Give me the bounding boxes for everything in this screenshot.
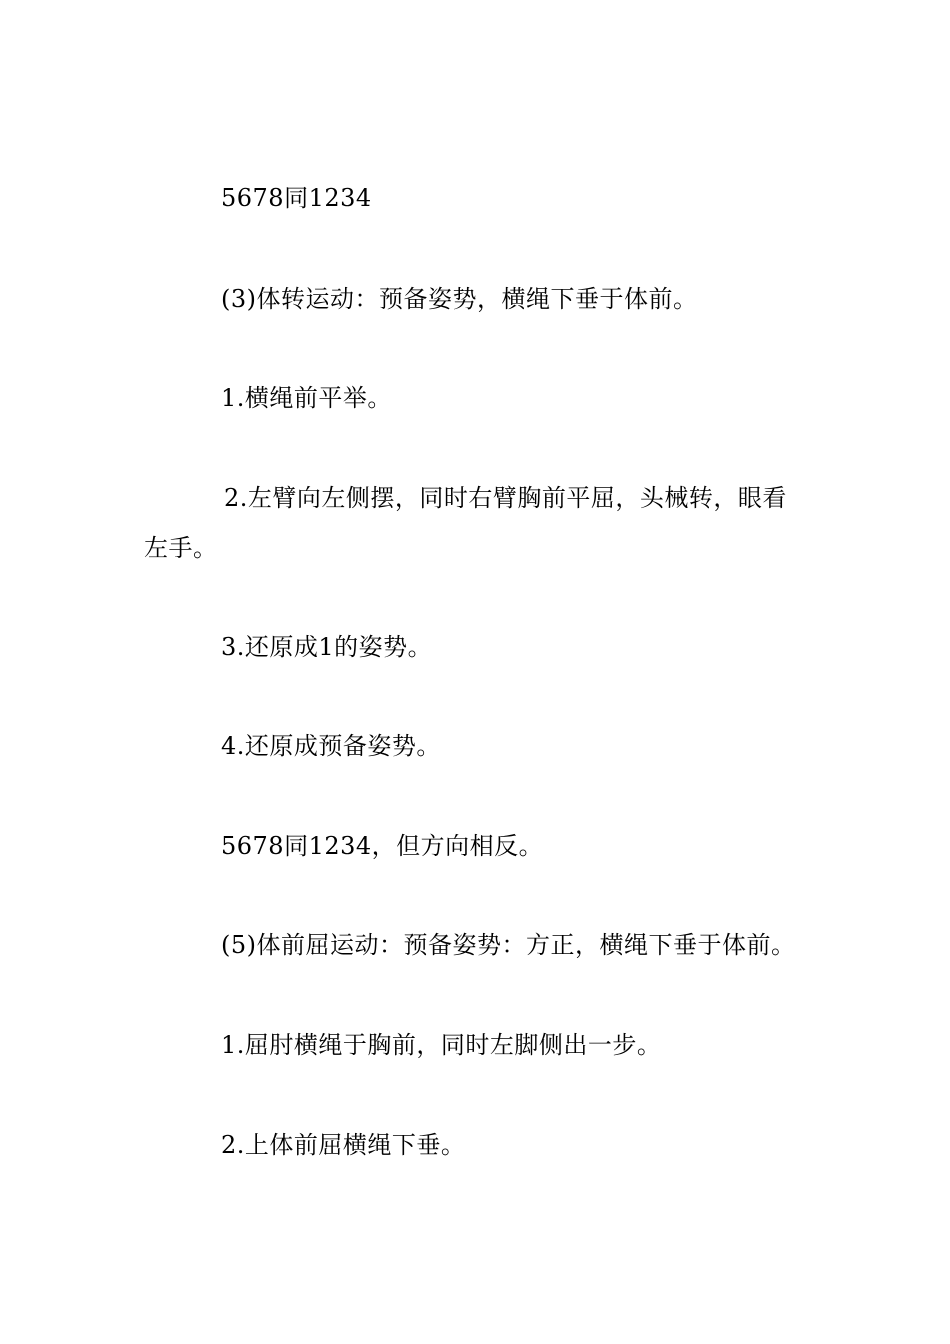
paragraph-8: (5)体前屈运动：预备姿势：方正，横绳下垂于体前。 [221, 931, 796, 959]
paragraph-1: 5678同1234 [221, 184, 372, 212]
paragraph-7: 5678同1234，但方向相反。 [221, 832, 544, 860]
paragraph-9: 1.屈肘横绳于胸前，同时左脚侧出一步。 [221, 1031, 662, 1059]
paragraph-3: 1.横绳前平举。 [221, 384, 392, 412]
paragraph-2: (3)体转运动：预备姿势，横绳下垂于体前。 [221, 285, 698, 313]
paragraph-5: 3.还原成1的姿势。 [221, 633, 433, 661]
paragraph-10: 2.上体前屈横绳下垂。 [221, 1131, 466, 1159]
paragraph-6: 4.还原成预备姿势。 [221, 732, 441, 760]
paragraph-4: 2.左臂向左侧摆，同时右臂胸前平屈，头械转，眼看左手。 [144, 484, 787, 562]
